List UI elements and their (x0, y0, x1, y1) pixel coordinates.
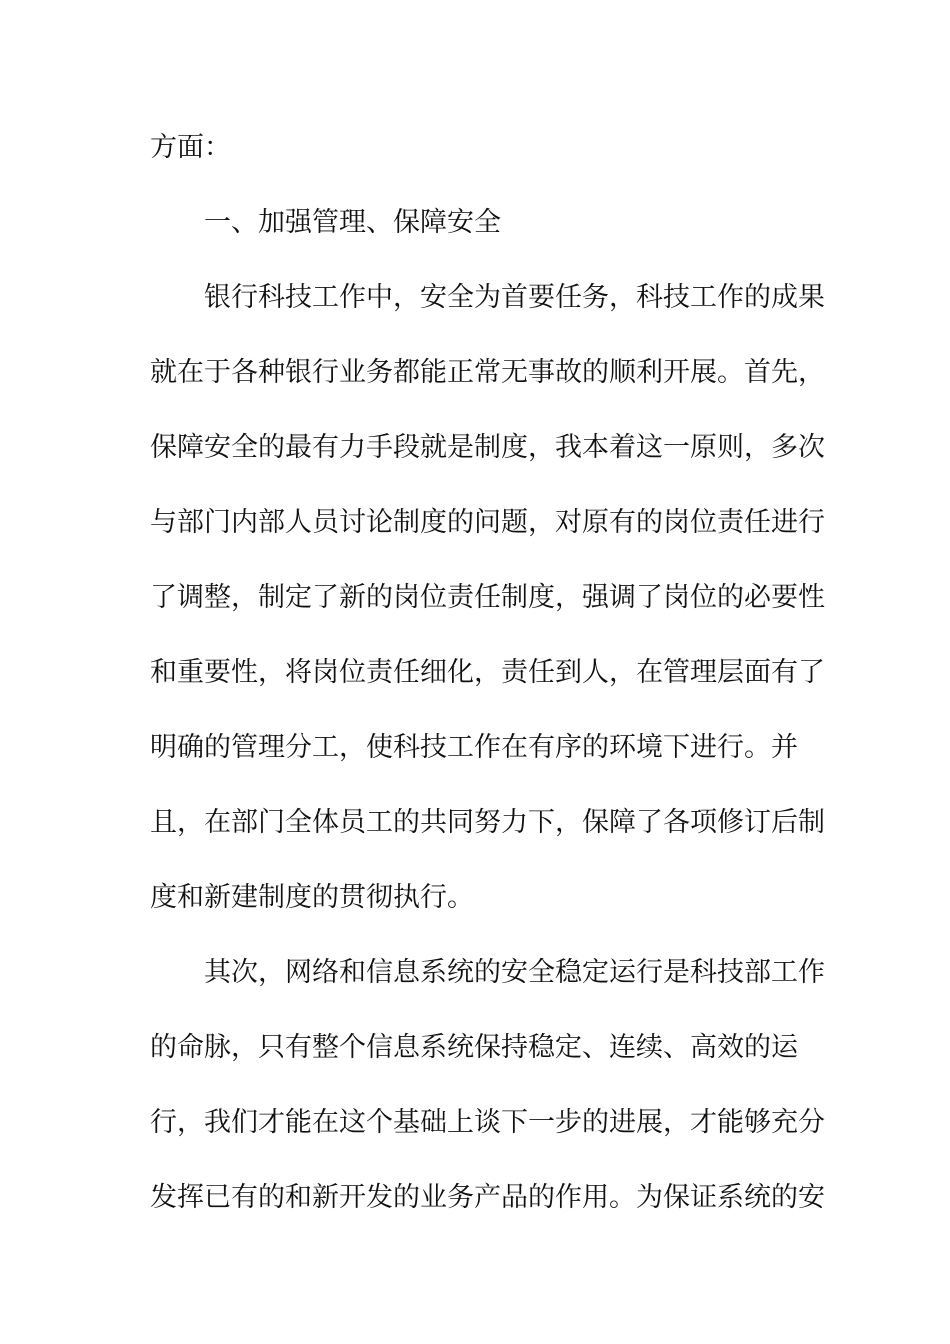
paragraph-line: 了调整，制定了新的岗位责任制度，强调了岗位的必要性 (150, 582, 825, 613)
paragraph-continuation-line: 方面： (150, 132, 231, 163)
paragraph-line: 银行科技工作中，安全为首要任务，科技工作的成果 (204, 282, 825, 313)
paragraph-line: 行，我们才能在这个基础上谈下一步的进展，才能够充分 (150, 1107, 825, 1138)
paragraph-line: 发挥已有的和新开发的业务产品的作用。为保证系统的安 (150, 1182, 825, 1213)
paragraph-line: 和重要性，将岗位责任细化，责任到人，在管理层面有了 (150, 657, 825, 688)
paragraph-line: 与部门内部人员讨论制度的问题，对原有的岗位责任进行 (150, 507, 825, 538)
document-body (150, 123, 825, 1248)
paragraph-line: 的命脉，只有整个信息系统保持稳定、连续、高效的运 (150, 1032, 798, 1063)
paragraph-line: 明确的管理分工，使科技工作在有序的环境下进行。并 (150, 732, 798, 763)
paragraph-line: 度和新建制度的贯彻执行。 (150, 882, 474, 913)
section-heading: 一、加强管理、保障安全 (204, 207, 501, 238)
paragraph-line: 保障安全的最有力手段就是制度，我本着这一原则，多次 (150, 432, 825, 463)
paragraph-line: 就在于各种银行业务都能正常无事故的顺利开展。首先， (150, 357, 825, 388)
paragraph-line: 且，在部门全体员工的共同努力下，保障了各项修订后制 (150, 807, 825, 838)
paragraph-line: 其次，网络和信息系统的安全稳定运行是科技部工作 (204, 957, 825, 988)
